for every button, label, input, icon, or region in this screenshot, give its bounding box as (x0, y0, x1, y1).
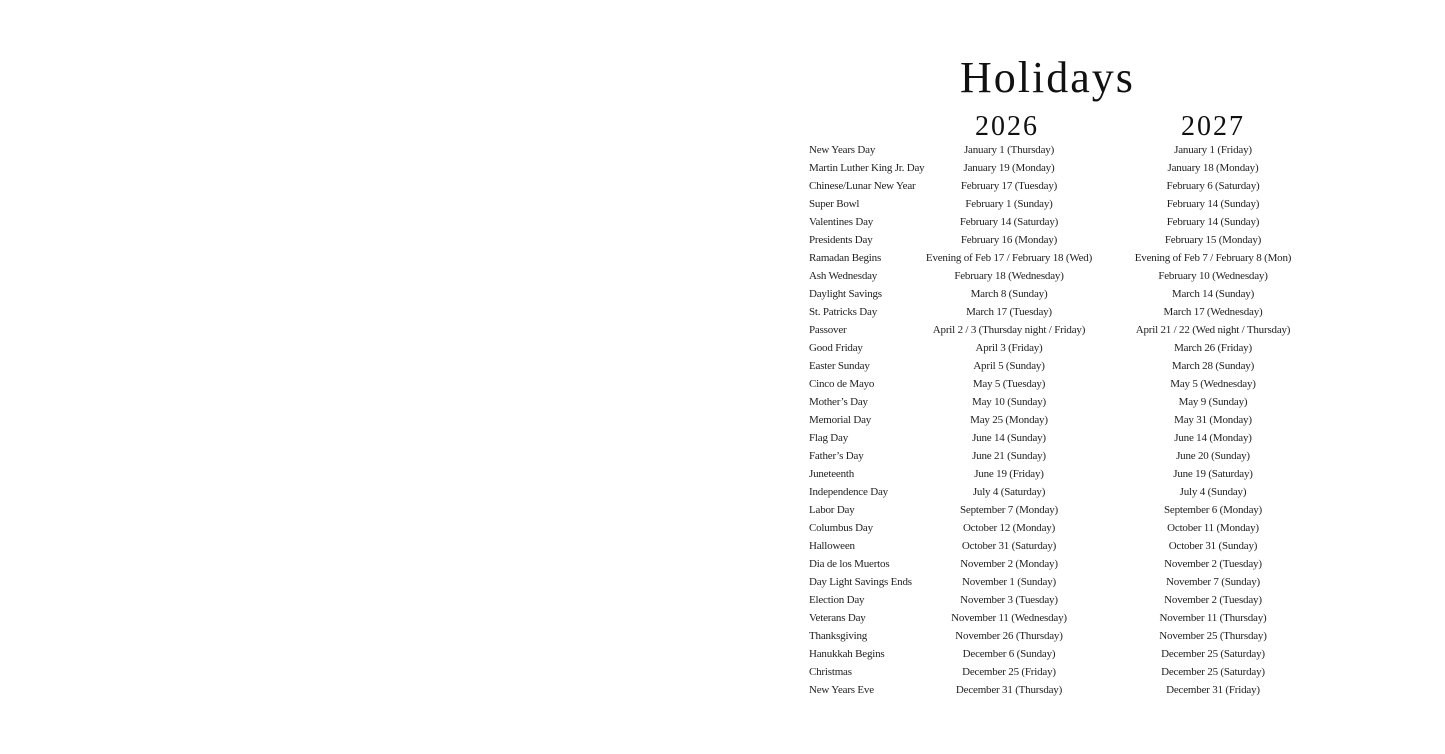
holiday-name: Independence Day (809, 486, 888, 498)
holiday-row (809, 321, 1369, 339)
holiday-date-2027: May 9 (Sunday) (1178, 396, 1248, 408)
year-heading-2027: 2027 (1181, 111, 1245, 142)
holiday-date-2027: February 14 (Sunday) (1166, 216, 1260, 228)
holiday-date-2026: June 21 (Sunday) (972, 450, 1046, 462)
holiday-date-2027: October 31 (Sunday) (1168, 540, 1258, 552)
holiday-date-2027: February 10 (Wednesday) (1158, 270, 1268, 282)
holiday-name: Columbus Day (809, 522, 873, 534)
holiday-date-2027: February 6 (Saturday) (1166, 180, 1260, 192)
holiday-name: Ramadan Begins (809, 252, 882, 264)
holiday-date-2026: October 12 (Monday) (962, 522, 1056, 534)
holiday-date-2026: April 2 / 3 (Thursday night / Friday) (932, 324, 1086, 336)
holiday-row (809, 627, 1369, 645)
holiday-date-2027: March 17 (Wednesday) (1163, 306, 1263, 318)
holiday-date-2027: February 15 (Monday) (1164, 234, 1262, 246)
holiday-date-2027: November 2 (Tuesday) (1164, 558, 1262, 570)
holiday-row (809, 267, 1369, 285)
holiday-date-2026: February 16 (Monday) (960, 234, 1058, 246)
holiday-date-2026: January 19 (Monday) (963, 162, 1055, 174)
holiday-row (809, 339, 1369, 357)
holiday-date-2026: November 26 (Thursday) (955, 630, 1063, 642)
holiday-table (809, 141, 1369, 699)
holiday-row (809, 537, 1369, 555)
holiday-name: Father’s Day (809, 450, 864, 462)
holiday-name: Good Friday (809, 342, 863, 354)
holiday-name: Chinese/Lunar New Year (809, 180, 916, 192)
holiday-date-2027: June 19 (Saturday) (1173, 468, 1253, 480)
holiday-date-2026: June 19 (Friday) (974, 468, 1044, 480)
holiday-name: Hanukkah Begins (809, 648, 885, 660)
holiday-name: New Years Eve (809, 684, 874, 696)
holiday-date-2027: March 26 (Friday) (1174, 342, 1252, 354)
holiday-name: Juneteenth (809, 468, 855, 480)
holiday-row (809, 195, 1369, 213)
holiday-row (809, 447, 1369, 465)
holiday-date-2026: July 4 (Saturday) (972, 486, 1046, 498)
holiday-date-2027: May 5 (Wednesday) (1170, 378, 1256, 390)
holiday-date-2027: March 28 (Sunday) (1171, 360, 1255, 372)
holiday-name: Valentines Day (809, 216, 874, 228)
holiday-date-2026: November 11 (Wednesday) (951, 612, 1067, 624)
holiday-name: Halloween (809, 540, 855, 552)
holiday-row (809, 303, 1369, 321)
holiday-name: Cinco de Mayo (809, 378, 875, 390)
holiday-name: Passover (809, 324, 847, 336)
holiday-date-2027: June 14 (Monday) (1174, 432, 1252, 444)
holiday-name: Thanksgiving (809, 630, 868, 642)
holiday-row (809, 429, 1369, 447)
holiday-date-2026: April 5 (Sunday) (973, 360, 1045, 372)
holiday-date-2027: Evening of Feb 7 / February 8 (Mon) (1134, 252, 1292, 264)
holiday-row (809, 501, 1369, 519)
holiday-row (809, 357, 1369, 375)
holiday-name: Memorial Day (809, 414, 872, 426)
holiday-date-2027: December 25 (Saturday) (1161, 648, 1265, 660)
holiday-name: Dia de los Muertos (809, 558, 890, 570)
holiday-date-2026: April 3 (Friday) (975, 342, 1043, 354)
holiday-date-2027: March 14 (Sunday) (1171, 288, 1255, 300)
holiday-row (809, 609, 1369, 627)
holiday-date-2027: November 11 (Thursday) (1159, 612, 1267, 624)
holiday-name: Ash Wednesday (809, 270, 878, 282)
holiday-date-2027: July 4 (Sunday) (1179, 486, 1247, 498)
holiday-row (809, 645, 1369, 663)
holiday-row (809, 159, 1369, 177)
holiday-row (809, 465, 1369, 483)
holiday-date-2026: September 7 (Monday) (959, 504, 1059, 516)
holiday-name: Christmas (809, 666, 852, 678)
year-heading-2026: 2026 (975, 111, 1039, 142)
holiday-row (809, 411, 1369, 429)
holiday-date-2026: October 31 (Saturday) (961, 540, 1057, 552)
holiday-date-2026: November 2 (Monday) (960, 558, 1058, 570)
holiday-date-2027: January 1 (Friday) (1174, 144, 1252, 156)
holiday-date-2026: November 1 (Sunday) (962, 576, 1056, 588)
holiday-date-2026: February 14 (Saturday) (959, 216, 1059, 228)
holiday-row (809, 285, 1369, 303)
holiday-date-2027: October 11 (Monday) (1167, 522, 1259, 534)
holiday-date-2027: November 7 (Sunday) (1166, 576, 1260, 588)
holiday-row (809, 573, 1369, 591)
holiday-date-2027: December 25 (Saturday) (1161, 666, 1265, 678)
holiday-name: Veterans Day (809, 612, 866, 624)
holiday-date-2027: November 25 (Thursday) (1159, 630, 1267, 642)
holiday-date-2027: February 14 (Sunday) (1166, 198, 1260, 210)
holiday-date-2027: January 18 (Monday) (1167, 162, 1259, 174)
holiday-name: Presidents Day (809, 234, 873, 246)
holiday-name: Daylight Savings (809, 288, 882, 300)
holiday-name: Super Bowl (809, 198, 860, 210)
holiday-name: Election Day (809, 594, 865, 606)
holiday-date-2026: December 31 (Thursday) (955, 684, 1063, 696)
holiday-row (809, 213, 1369, 231)
holiday-date-2026: December 25 (Friday) (962, 666, 1056, 678)
holiday-date-2027: May 31 (Monday) (1174, 414, 1252, 426)
holiday-row (809, 663, 1369, 681)
holiday-name: New Years Day (809, 144, 876, 156)
holiday-row (809, 375, 1369, 393)
holiday-name: St. Patricks Day (809, 306, 877, 318)
holiday-row (809, 555, 1369, 573)
holiday-row (809, 519, 1369, 537)
holiday-date-2027: November 2 (Tuesday) (1164, 594, 1262, 606)
holiday-row (809, 231, 1369, 249)
holiday-name: Labor Day (809, 504, 855, 516)
holiday-name: Martin Luther King Jr. Day (809, 162, 925, 174)
holiday-date-2027: April 21 / 22 (Wed night / Thursday) (1135, 324, 1291, 336)
holiday-date-2026: May 5 (Tuesday) (972, 378, 1046, 390)
holiday-date-2026: February 18 (Wednesday) (954, 270, 1064, 282)
holiday-row (809, 249, 1369, 267)
holiday-date-2026: January 1 (Thursday) (963, 144, 1055, 156)
holiday-row (809, 393, 1369, 411)
holiday-date-2027: December 31 (Friday) (1166, 684, 1260, 696)
holiday-date-2026: Evening of Feb 17 / February 18 (Wed) (925, 252, 1093, 264)
holiday-row (809, 681, 1369, 699)
holiday-date-2026: February 1 (Sunday) (965, 198, 1053, 210)
holiday-row (809, 591, 1369, 609)
holiday-date-2026: June 14 (Sunday) (972, 432, 1046, 444)
holiday-row (809, 177, 1369, 195)
holiday-date-2027: June 20 (Sunday) (1176, 450, 1250, 462)
holiday-date-2026: May 10 (Sunday) (972, 396, 1046, 408)
holiday-name: Easter Sunday (809, 360, 870, 372)
holiday-row (809, 483, 1369, 501)
page-title: Holidays (960, 53, 1135, 102)
holiday-date-2026: March 17 (Tuesday) (966, 306, 1052, 318)
holiday-name: Mother’s Day (809, 396, 868, 408)
holiday-date-2026: March 8 (Sunday) (970, 288, 1048, 300)
holiday-row (809, 141, 1369, 159)
holiday-date-2026: November 3 (Tuesday) (960, 594, 1058, 606)
holiday-date-2026: December 6 (Sunday) (962, 648, 1056, 660)
holiday-name: Day Light Savings Ends (809, 576, 912, 588)
holiday-date-2026: May 25 (Monday) (970, 414, 1048, 426)
holiday-name: Flag Day (809, 432, 849, 444)
holiday-date-2026: February 17 (Tuesday) (960, 180, 1058, 192)
holiday-date-2027: September 6 (Monday) (1163, 504, 1263, 516)
